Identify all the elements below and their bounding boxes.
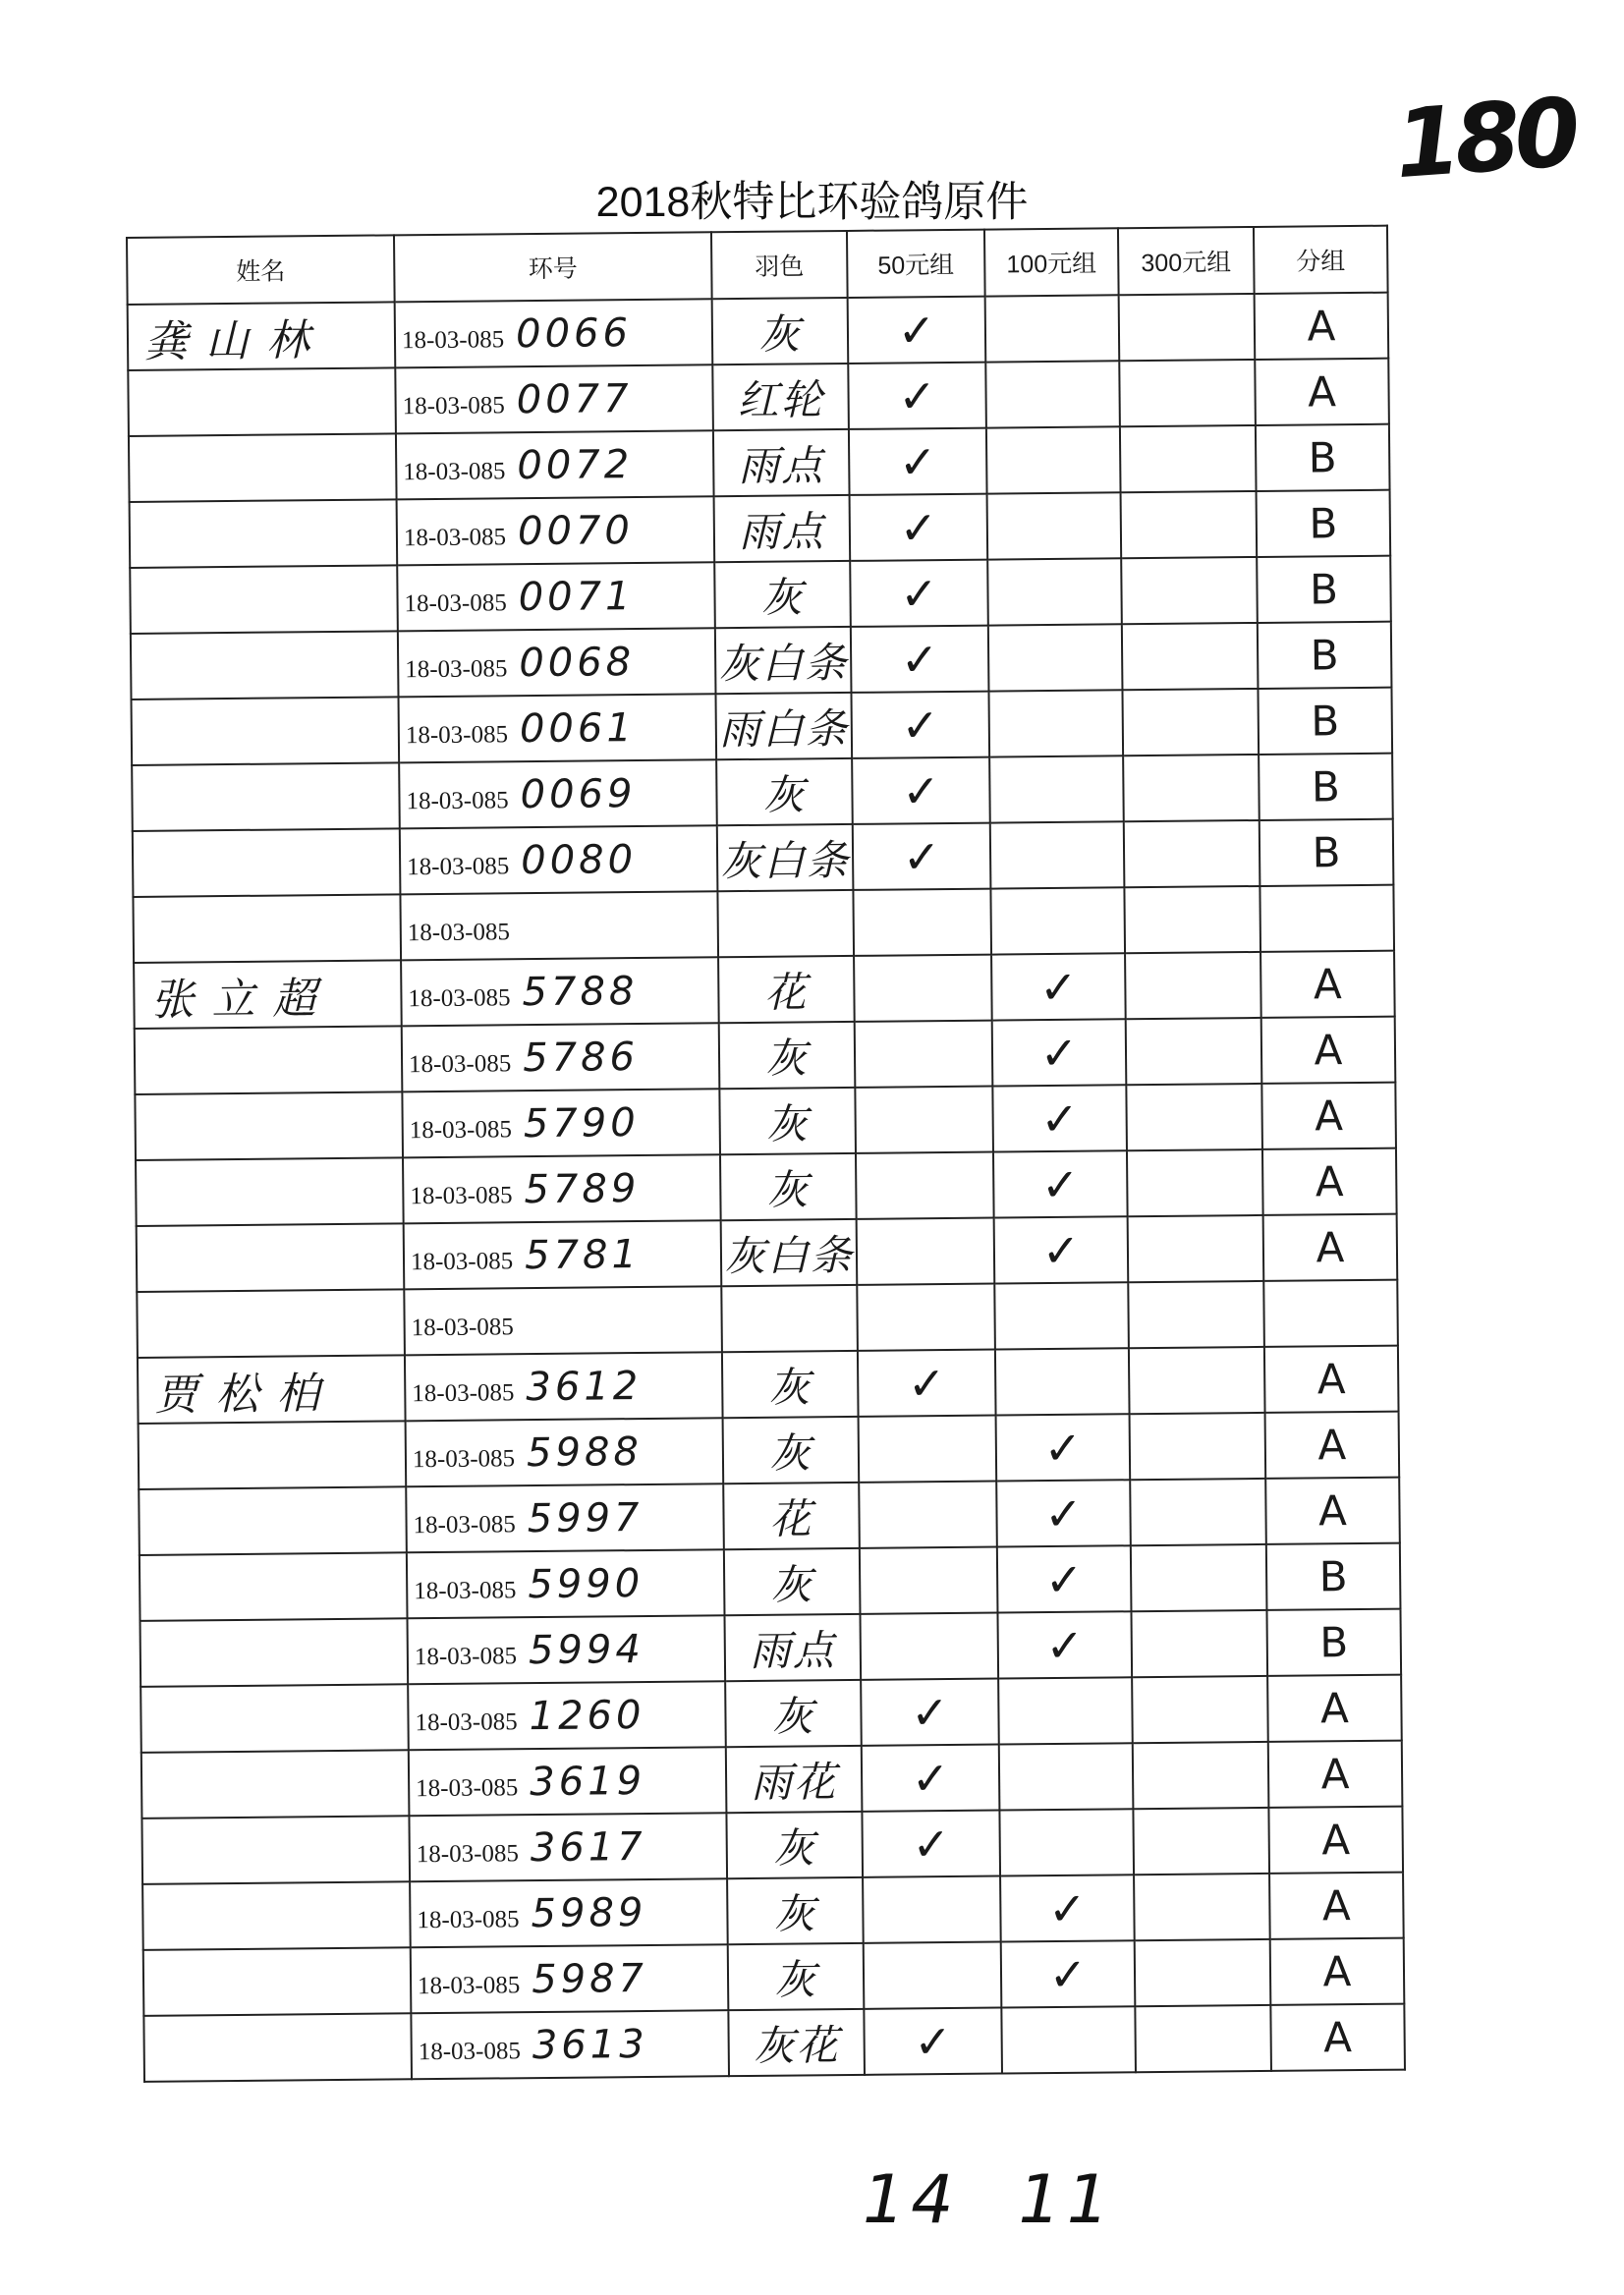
group-50-cell: ✓ xyxy=(849,428,987,495)
header-50-group: 50元组 xyxy=(847,230,985,298)
name-cell xyxy=(135,1092,403,1160)
group-50-cell: ✓ xyxy=(852,757,990,824)
ring-prefix: 18-03-085 xyxy=(404,588,507,617)
group-50-cell: ✓ xyxy=(848,363,986,429)
group-100-cell: ✓ xyxy=(992,1019,1127,1086)
ring-suffix: 0061 xyxy=(519,704,636,752)
table-row xyxy=(129,424,1390,502)
feather-color-cell: 灰花 xyxy=(728,2009,865,2076)
feather-color-cell: 花 xyxy=(718,956,855,1023)
feather-color-cell: 灰 xyxy=(716,758,853,825)
group-50-cell xyxy=(857,1218,995,1285)
group-300-cell xyxy=(1125,952,1261,1019)
group-50-cell xyxy=(855,1087,993,1153)
ring-prefix: 18-03-085 xyxy=(416,1773,519,1802)
name-cell xyxy=(131,631,399,700)
footer-right-number: 11 xyxy=(1018,2161,1116,2239)
group-300-cell xyxy=(1133,1808,1269,1875)
group-50-cell: ✓ xyxy=(858,1350,996,1417)
ring-prefix: 18-03-085 xyxy=(412,1444,516,1473)
group-cell: A xyxy=(1264,1346,1399,1413)
feather-color-cell: 灰 xyxy=(712,298,849,364)
group-100-cell: ✓ xyxy=(1001,1940,1136,2007)
ring-prefix: 18-03-085 xyxy=(402,391,505,420)
group-50-cell xyxy=(855,1021,993,1088)
feather-color-cell xyxy=(721,1285,858,1352)
footer-handwritten-note xyxy=(863,2161,1174,2239)
feather-color-cell: 灰 xyxy=(719,1088,856,1154)
group-50-cell: ✓ xyxy=(862,1745,1000,1812)
table-row xyxy=(132,688,1393,765)
name-cell xyxy=(128,367,396,436)
table-row xyxy=(140,1609,1402,1687)
ring-prefix: 18-03-085 xyxy=(410,1247,514,1275)
feather-color-cell: 灰白条 xyxy=(721,1219,858,1286)
ring-number-cell xyxy=(407,1549,725,1618)
group-cell: A xyxy=(1255,359,1389,425)
feather-color-cell: 花 xyxy=(723,1483,860,1549)
ring-suffix: 5987 xyxy=(531,1955,648,2002)
feather-color-cell xyxy=(717,890,854,957)
feather-color-cell: 雨点 xyxy=(714,495,851,562)
group-cell: A xyxy=(1260,951,1395,1018)
name-cell xyxy=(133,828,401,897)
header-ring-number: 环号 xyxy=(394,232,712,302)
name-cell xyxy=(140,1684,409,1753)
group-cell xyxy=(1260,885,1394,952)
ring-suffix: 5990 xyxy=(528,1560,644,1607)
group-cell: A xyxy=(1261,1083,1396,1149)
group-300-cell xyxy=(1134,1874,1270,1940)
name-cell xyxy=(132,697,400,765)
ring-suffix: 5997 xyxy=(527,1494,644,1541)
ring-prefix: 18-03-085 xyxy=(417,1971,521,1999)
ring-number-cell xyxy=(406,1418,724,1486)
ring-suffix: 3613 xyxy=(532,2021,648,2068)
header-group: 分组 xyxy=(1254,226,1388,294)
ring-prefix: 18-03-085 xyxy=(414,1576,517,1604)
group-100-cell: ✓ xyxy=(996,1414,1131,1481)
feather-color-cell: 灰白条 xyxy=(717,824,854,891)
group-100-cell xyxy=(986,426,1121,493)
group-50-cell xyxy=(860,1613,998,1680)
ring-prefix: 18-03-085 xyxy=(407,918,511,946)
group-50-cell: ✓ xyxy=(851,626,989,693)
table-row xyxy=(143,1938,1405,2016)
group-300-cell xyxy=(1132,1676,1268,1743)
feather-color-cell: 灰 xyxy=(726,1812,863,1878)
group-cell: A xyxy=(1270,1938,1405,2005)
table-row xyxy=(135,1017,1396,1094)
name-cell xyxy=(133,894,401,963)
group-100-cell xyxy=(987,558,1122,625)
feather-color-cell: 雨花 xyxy=(726,1746,863,1813)
group-300-cell xyxy=(1128,1281,1264,1348)
ring-number-cell xyxy=(411,2010,729,2079)
page-number: 180 xyxy=(1391,77,1579,200)
group-300-cell xyxy=(1119,360,1256,426)
group-50-cell xyxy=(864,1942,1002,2009)
group-cell: B xyxy=(1257,556,1391,623)
header-100-group: 100元组 xyxy=(984,228,1119,296)
ring-prefix: 18-03-085 xyxy=(417,1905,520,1933)
group-100-cell xyxy=(988,624,1123,691)
ring-prefix: 18-03-085 xyxy=(409,1115,513,1144)
table-row xyxy=(132,754,1393,831)
ring-suffix: 5989 xyxy=(531,1889,647,1936)
group-100-cell xyxy=(989,756,1124,822)
table-row xyxy=(137,1214,1398,1292)
ring-number-cell xyxy=(397,562,715,631)
table-row xyxy=(134,951,1395,1029)
table-row xyxy=(140,1675,1402,1753)
group-300-cell xyxy=(1130,1479,1266,1545)
ring-prefix: 18-03-085 xyxy=(412,1378,515,1407)
ring-suffix: 5786 xyxy=(522,1034,640,1081)
group-cell: A xyxy=(1263,1214,1398,1281)
table-row xyxy=(138,1346,1399,1424)
group-cell: B xyxy=(1266,1543,1401,1610)
group-cell: B xyxy=(1259,754,1393,820)
group-cell: B xyxy=(1256,424,1390,491)
name-cell xyxy=(137,1289,405,1358)
group-300-cell xyxy=(1122,623,1259,690)
group-300-cell xyxy=(1131,1610,1267,1677)
name-cell xyxy=(141,1816,410,1884)
name-cell xyxy=(141,1750,410,1819)
ring-prefix: 18-03-085 xyxy=(408,983,511,1012)
group-300-cell xyxy=(1127,1149,1263,1216)
group-50-cell xyxy=(856,1152,994,1219)
table-row xyxy=(137,1280,1398,1358)
name-cell xyxy=(143,2013,412,2082)
group-50-cell xyxy=(859,1482,997,1548)
group-300-cell xyxy=(1129,1347,1265,1414)
group-50-cell xyxy=(857,1284,995,1351)
group-300-cell xyxy=(1135,2005,1271,2072)
name-cell: 龚山林 xyxy=(128,302,396,370)
group-100-cell xyxy=(988,690,1123,756)
feather-color-cell: 灰 xyxy=(720,1153,857,1220)
table-row xyxy=(128,293,1389,370)
group-50-cell: ✓ xyxy=(853,823,991,890)
group-300-cell xyxy=(1121,557,1258,624)
name-cell xyxy=(142,1881,411,1950)
feather-color-cell: 灰 xyxy=(723,1417,860,1483)
ring-number-cell xyxy=(408,1615,726,1684)
group-100-cell xyxy=(1001,2006,1136,2073)
ring-prefix: 18-03-085 xyxy=(415,1707,518,1736)
ring-number-cell xyxy=(411,1944,729,2013)
group-50-cell: ✓ xyxy=(862,1811,1000,1877)
group-100-cell xyxy=(987,492,1122,559)
ring-suffix: 5789 xyxy=(524,1165,641,1212)
group-cell: A xyxy=(1255,293,1389,360)
group-50-cell: ✓ xyxy=(850,494,988,561)
group-cell: A xyxy=(1262,1148,1397,1215)
ring-number-cell xyxy=(397,496,715,565)
ring-suffix: 0066 xyxy=(515,309,633,357)
ring-number-cell xyxy=(398,628,716,697)
ring-number-cell xyxy=(404,1220,722,1289)
ring-suffix: 1260 xyxy=(529,1692,645,1739)
table-row xyxy=(142,1873,1404,1950)
group-300-cell xyxy=(1124,886,1260,953)
pigeon-registration-table xyxy=(126,225,1406,2083)
feather-color-cell: 雨点 xyxy=(713,429,850,496)
table-row xyxy=(131,622,1392,700)
feather-color-cell: 雨白条 xyxy=(715,693,852,759)
ring-prefix: 18-03-085 xyxy=(401,325,505,354)
ring-prefix: 18-03-085 xyxy=(407,852,510,880)
name-cell xyxy=(137,1223,405,1292)
table-row xyxy=(135,1083,1396,1160)
group-100-cell: ✓ xyxy=(997,1545,1132,1612)
group-50-cell: ✓ xyxy=(848,297,986,364)
group-100-cell xyxy=(985,361,1120,427)
table-row xyxy=(130,490,1391,568)
group-50-cell xyxy=(859,1416,997,1483)
name-cell xyxy=(139,1421,407,1489)
group-cell: A xyxy=(1265,1478,1400,1544)
ring-suffix: 5788 xyxy=(522,968,639,1015)
feather-color-cell: 灰白条 xyxy=(715,627,852,694)
ring-number-cell xyxy=(410,1878,728,1947)
table-row xyxy=(143,2004,1405,2082)
ring-suffix: 5988 xyxy=(526,1428,644,1476)
group-50-cell xyxy=(854,955,992,1022)
group-100-cell xyxy=(994,1282,1129,1349)
ring-number-cell xyxy=(396,430,714,499)
feather-color-cell: 灰 xyxy=(725,1680,862,1747)
group-cell: A xyxy=(1268,1807,1403,1874)
ring-suffix: 0077 xyxy=(516,375,633,422)
ring-number-cell xyxy=(399,694,717,762)
name-cell xyxy=(132,762,400,831)
ring-suffix: 0080 xyxy=(521,836,638,883)
group-cell: A xyxy=(1268,1741,1403,1808)
table-row xyxy=(136,1148,1397,1226)
name-cell xyxy=(129,433,397,502)
ring-number-cell xyxy=(409,1747,727,1816)
ring-prefix: 18-03-085 xyxy=(405,720,509,749)
group-300-cell xyxy=(1126,1084,1262,1150)
group-cell xyxy=(1263,1280,1398,1347)
document-title: 2018秋特比环验鸽原件 xyxy=(595,179,1029,226)
group-cell: B xyxy=(1266,1609,1401,1676)
ring-number-cell xyxy=(400,825,718,894)
group-300-cell xyxy=(1133,1742,1269,1809)
group-300-cell xyxy=(1121,491,1258,558)
table-row xyxy=(128,359,1389,436)
table-row xyxy=(133,819,1394,897)
group-cell: B xyxy=(1260,819,1394,886)
group-100-cell xyxy=(985,295,1120,362)
ring-number-cell xyxy=(395,299,713,367)
group-cell: B xyxy=(1258,622,1392,689)
header-300-group: 300元组 xyxy=(1118,227,1255,295)
ring-suffix: 5994 xyxy=(528,1626,644,1673)
table-row xyxy=(140,1543,1401,1621)
group-100-cell xyxy=(990,887,1125,954)
group-100-cell xyxy=(999,1809,1134,1875)
group-cell: A xyxy=(1261,1017,1396,1084)
ring-suffix: 0068 xyxy=(519,639,636,686)
group-300-cell xyxy=(1123,755,1260,821)
ring-prefix: 18-03-085 xyxy=(410,1181,513,1209)
feather-color-cell: 灰 xyxy=(727,1877,864,1944)
ring-number-cell xyxy=(402,1089,720,1157)
name-cell xyxy=(130,565,398,634)
ring-suffix: 0070 xyxy=(517,507,635,554)
group-300-cell xyxy=(1120,425,1257,492)
group-cell: A xyxy=(1267,1675,1402,1742)
group-50-cell: ✓ xyxy=(851,692,989,758)
ring-suffix: 0072 xyxy=(517,441,634,488)
name-cell xyxy=(130,499,398,568)
name-cell: 贾松柏 xyxy=(138,1355,406,1424)
feather-color-cell: 雨点 xyxy=(724,1614,861,1681)
group-100-cell xyxy=(998,1677,1133,1744)
table-row xyxy=(139,1478,1400,1555)
ring-suffix: 5781 xyxy=(524,1231,642,1278)
ring-number-cell xyxy=(404,1286,722,1355)
header-feather-color: 羽色 xyxy=(711,231,848,299)
ring-suffix: 3612 xyxy=(526,1363,643,1410)
group-cell: A xyxy=(1270,2004,1405,2071)
group-100-cell xyxy=(999,1743,1134,1810)
ring-suffix: 3617 xyxy=(530,1823,646,1871)
feather-color-cell: 灰 xyxy=(719,1022,856,1089)
table-row xyxy=(141,1807,1403,1884)
group-cell: A xyxy=(1269,1873,1404,1939)
group-100-cell: ✓ xyxy=(996,1480,1131,1546)
ring-prefix: 18-03-085 xyxy=(413,1510,516,1539)
group-100-cell: ✓ xyxy=(991,953,1126,1020)
ring-suffix: 3619 xyxy=(530,1758,646,1805)
group-300-cell xyxy=(1135,1939,1271,2006)
group-50-cell xyxy=(860,1547,998,1614)
table-row xyxy=(130,556,1391,634)
header-row xyxy=(127,226,1388,305)
ring-number-cell xyxy=(400,891,718,960)
footer-left-number: 14 xyxy=(863,2161,960,2239)
group-50-cell: ✓ xyxy=(861,1679,999,1746)
ring-number-cell xyxy=(401,957,719,1026)
table-row xyxy=(139,1412,1400,1489)
group-100-cell: ✓ xyxy=(1000,1875,1135,1941)
feather-color-cell: 灰 xyxy=(722,1351,859,1418)
group-50-cell: ✓ xyxy=(864,2008,1002,2075)
name-cell xyxy=(143,1947,412,2016)
ring-number-cell xyxy=(399,759,717,828)
group-cell: B xyxy=(1257,490,1391,557)
ring-suffix: 5790 xyxy=(523,1099,640,1147)
ring-number-cell xyxy=(405,1352,723,1421)
feather-color-cell: 红轮 xyxy=(712,364,849,430)
ring-prefix: 18-03-085 xyxy=(403,457,506,485)
feather-color-cell: 灰 xyxy=(728,1943,865,2010)
group-100-cell: ✓ xyxy=(997,1611,1132,1678)
table-row xyxy=(133,885,1394,963)
ring-number-cell xyxy=(408,1681,726,1750)
name-cell xyxy=(136,1157,404,1226)
ring-prefix: 18-03-085 xyxy=(403,523,507,551)
ring-number-cell xyxy=(406,1483,724,1552)
ring-number-cell xyxy=(402,1023,720,1092)
ring-prefix: 18-03-085 xyxy=(416,1839,520,1868)
group-100-cell: ✓ xyxy=(993,1150,1128,1217)
ring-number-cell xyxy=(403,1154,721,1223)
group-300-cell xyxy=(1130,1413,1266,1480)
table-row xyxy=(141,1741,1403,1819)
ring-prefix: 18-03-085 xyxy=(408,1049,512,1078)
name-cell xyxy=(140,1618,409,1687)
group-300-cell xyxy=(1122,689,1259,756)
ring-number-cell xyxy=(409,1813,727,1881)
group-100-cell: ✓ xyxy=(994,1216,1129,1283)
group-300-cell xyxy=(1119,294,1256,361)
group-100-cell xyxy=(995,1348,1130,1415)
ring-prefix: 18-03-085 xyxy=(418,2037,522,2065)
feather-color-cell: 灰 xyxy=(724,1548,861,1615)
group-300-cell xyxy=(1124,820,1260,887)
ring-number-cell xyxy=(395,364,713,433)
group-50-cell xyxy=(863,1876,1001,1943)
ring-prefix: 18-03-085 xyxy=(411,1313,514,1341)
name-cell xyxy=(139,1486,407,1555)
group-cell: A xyxy=(1265,1412,1400,1479)
ring-prefix: 18-03-085 xyxy=(405,654,508,683)
group-300-cell xyxy=(1131,1544,1267,1611)
name-cell xyxy=(135,1026,403,1094)
ring-suffix: 0069 xyxy=(520,770,637,817)
name-cell xyxy=(140,1552,408,1621)
ring-suffix: 0071 xyxy=(518,573,635,620)
feather-color-cell: 灰 xyxy=(714,561,851,628)
group-50-cell xyxy=(853,889,991,956)
ring-prefix: 18-03-085 xyxy=(414,1642,518,1670)
group-300-cell xyxy=(1128,1215,1264,1282)
group-cell: B xyxy=(1258,688,1392,755)
group-50-cell: ✓ xyxy=(850,560,988,627)
group-300-cell xyxy=(1126,1018,1262,1085)
ring-prefix: 18-03-085 xyxy=(406,786,509,814)
header-name: 姓名 xyxy=(127,235,395,305)
name-cell: 张立超 xyxy=(134,960,402,1029)
group-100-cell xyxy=(990,821,1125,888)
group-100-cell: ✓ xyxy=(992,1085,1127,1151)
